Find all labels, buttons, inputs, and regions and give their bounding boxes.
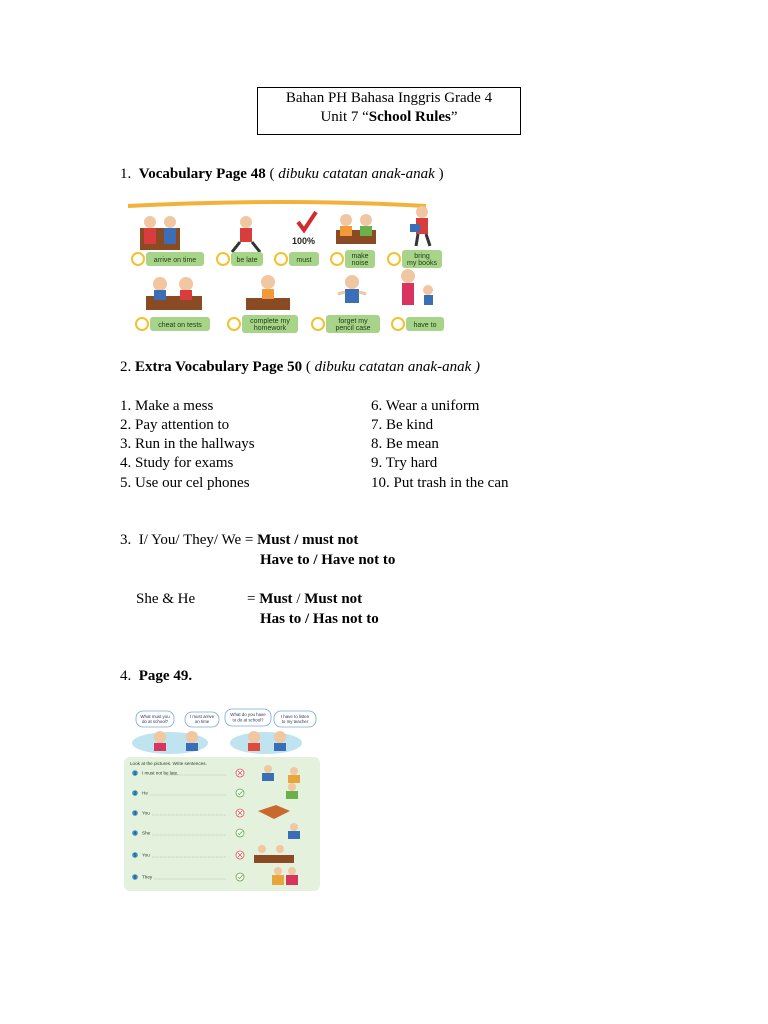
svg-text:He: He <box>142 790 148 796</box>
tag-label: noise <box>351 260 369 267</box>
tag-label: forget my <box>338 318 368 325</box>
svg-text:What do you have: What do you have <box>230 712 266 717</box>
tag-complete-my-homework <box>228 315 298 333</box>
tag-bring-my-books <box>388 250 442 268</box>
title-box <box>257 87 521 135</box>
extra-vocab-right-10: 10. Put trash in the can <box>371 475 509 491</box>
section-3-line-1: 3. I/ You/ They/ We = Must / must not <box>120 532 359 548</box>
section-2-heading: 2. Extra Vocabulary Page 50 ( dibuku catatan anak-anak ) <box>120 359 480 375</box>
forget-pencil-case-picture <box>338 275 366 303</box>
extra-vocab-right-9: 9. Try hard <box>371 455 438 471</box>
extra-vocab-left-1: 1. Make a mess <box>120 398 214 414</box>
vocabulary-illustration <box>126 200 446 336</box>
must-forms: Must / must not <box>257 532 359 548</box>
bring-my-books-picture <box>410 206 430 246</box>
svg-text:You: You <box>142 810 150 816</box>
speech-bubble-2 <box>185 712 219 727</box>
extra-vocab-left-5: 5. Use our cel phones <box>120 475 250 491</box>
svg-text:4: 4 <box>133 830 137 836</box>
svg-text:She: She <box>142 830 151 836</box>
tag-label: must <box>296 257 312 264</box>
tag-label: my books <box>407 260 437 267</box>
tag-be-late <box>217 252 263 266</box>
speech-bubble-1 <box>136 711 174 727</box>
extra-vocab-right-8: 8. Be mean <box>371 436 439 452</box>
svg-text:on time: on time <box>194 719 210 724</box>
svg-text:6: 6 <box>133 874 137 880</box>
tag-make-noise <box>331 250 375 268</box>
extra-vocab-right-6: 6. Wear a uniform <box>371 398 480 414</box>
tag-forget-my-pencil-case <box>312 315 380 333</box>
have-to-picture <box>401 269 433 305</box>
svg-text:do at school?: do at school? <box>141 719 169 724</box>
tag-have-to <box>392 317 444 331</box>
section-2-title: Extra Vocabulary Page 50 <box>135 359 303 375</box>
section-2-note: dibuku catatan anak-anak ) <box>314 359 480 375</box>
must-picture <box>292 212 316 246</box>
tag-label: homework <box>253 325 287 332</box>
svg-text:What must you: What must you <box>140 714 170 719</box>
section-1-note: dibuku catatan anak-anak <box>278 166 435 182</box>
have-to-forms: Have to / Have not to <box>260 552 396 568</box>
tag-label: cheat on tests <box>158 322 202 329</box>
svg-text:They: They <box>142 874 153 880</box>
section-1-title: Vocabulary Page 48 <box>138 166 266 182</box>
svg-text:to my teacher: to my teacher <box>281 719 309 724</box>
section-4-title: Page 49. <box>138 668 193 684</box>
svg-text:2: 2 <box>133 790 137 796</box>
svg-text:1: 1 <box>133 770 137 776</box>
speech-bubble-4 <box>274 711 316 727</box>
svg-text:I have to listen: I have to listen <box>280 714 310 719</box>
speech-bubble-3 <box>225 709 271 726</box>
tag-cheat-on-tests <box>136 317 210 331</box>
make-noise-picture <box>336 214 376 244</box>
svg-text:to do at school?: to do at school? <box>232 717 264 723</box>
header-line-1: Bahan PH Bahasa Inggris Grade 4 <box>285 90 493 106</box>
tag-label: bring <box>414 253 430 260</box>
svg-text:You: You <box>142 852 150 858</box>
tag-label: have to <box>413 322 437 329</box>
page-49-illustration <box>122 707 322 893</box>
arrive-on-time-picture <box>140 216 180 250</box>
tag-must <box>275 252 319 266</box>
worksheet-instruction: Look at the pictures. Write sentences. <box>130 761 207 766</box>
section-1-heading: 1. Vocabulary Page 48 ( dibuku catatan anak-anak ) <box>120 166 444 182</box>
tag-label: arrive on time <box>153 257 197 264</box>
has-to-forms: Has to / Has not to <box>260 611 379 627</box>
section-4-heading: 4. Page 49. <box>120 668 193 684</box>
be-late-picture <box>232 216 260 252</box>
cheat-on-tests-picture <box>146 277 202 310</box>
she-he-must-line: = Must / Must not <box>247 591 363 607</box>
complete-homework-picture <box>246 275 290 310</box>
svg-text:I must arrive: I must arrive <box>189 714 215 719</box>
tag-label: be late <box>236 257 258 264</box>
tag-arrive-on-time <box>132 252 204 266</box>
svg-text:5: 5 <box>133 852 137 858</box>
tag-label: pencil case <box>335 325 371 332</box>
tag-label: make <box>351 253 369 260</box>
she-he-label: She & He <box>136 591 196 607</box>
section-3-line-2 <box>260 551 395 569</box>
extra-vocab-right-7: 7. Be kind <box>371 417 434 433</box>
extra-vocab-left-2: 2. Pay attention to <box>120 417 230 433</box>
unit-title: School Rules <box>368 109 451 125</box>
she-he-has-line <box>260 610 379 628</box>
kids-pair-1 <box>132 731 208 754</box>
kids-pair-2 <box>230 731 302 754</box>
svg-text:3: 3 <box>133 810 137 816</box>
header-line-2: Unit 7 “School Rules” <box>320 109 458 125</box>
extra-vocab-left-4: 4. Study for exams <box>120 455 234 471</box>
tag-label: complete my <box>250 318 290 325</box>
extra-vocab-left-3: 3. Run in the hallways <box>120 436 255 452</box>
svg-text:I must not be late.: I must not be late. <box>142 770 179 776</box>
svg-text:100%: 100% <box>292 236 316 246</box>
